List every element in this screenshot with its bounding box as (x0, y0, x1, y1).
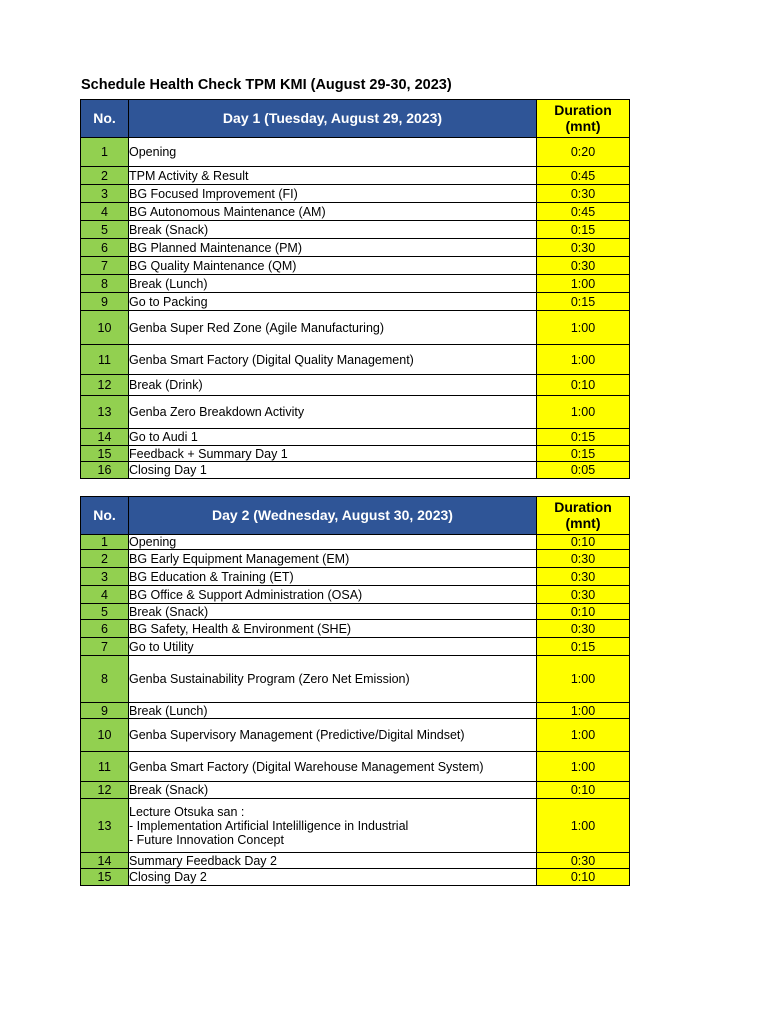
day1-header-row (81, 100, 630, 138)
table-row (81, 462, 630, 479)
day1-schedule-table (80, 99, 630, 479)
table-row (81, 446, 630, 462)
row-number: 14 (81, 853, 129, 869)
activity-cell: Genba Sustainability Program (Zero Net Emission) (129, 656, 537, 703)
day1-title-header: Day 1 (Tuesday, August 29, 2023) (129, 100, 537, 138)
activity-cell: BG Quality Maintenance (QM) (129, 257, 537, 275)
activity-cell: Closing Day 1 (129, 462, 537, 479)
duration-cell: 0:20 (537, 138, 630, 167)
table-row (81, 429, 630, 446)
table-row (81, 275, 630, 293)
row-number: 1 (81, 138, 129, 167)
duration-cell: 0:45 (537, 167, 630, 185)
row-number: 13 (81, 799, 129, 853)
no-column-header: No. (81, 497, 129, 535)
day2-header-row (81, 497, 630, 535)
duration-cell: 0:45 (537, 203, 630, 221)
table-row (81, 752, 630, 782)
duration-cell: 0:30 (537, 185, 630, 203)
table-row (81, 311, 630, 345)
row-number: 10 (81, 311, 129, 345)
activity-cell: BG Autonomous Maintenance (AM) (129, 203, 537, 221)
row-number: 15 (81, 446, 129, 462)
table-row (81, 620, 630, 638)
activity-cell: BG Safety, Health & Environment (SHE) (129, 620, 537, 638)
table-row (81, 257, 630, 275)
row-number: 14 (81, 429, 129, 446)
page-title: Schedule Health Check TPM KMI (August 29-30, 2023) (81, 77, 452, 93)
duration-cell: 0:30 (537, 239, 630, 257)
activity-cell: Break (Drink) (129, 375, 537, 396)
row-number: 5 (81, 604, 129, 620)
activity-cell: Lecture Otsuka san : - Implementation Artificial Intelilligence in Industrial - Future Innovation Concept (129, 799, 537, 853)
duration-cell: 1:00 (537, 345, 630, 375)
activity-cell: Go to Packing (129, 293, 537, 311)
activity-cell: Opening (129, 138, 537, 167)
table-row (81, 345, 630, 375)
activity-cell: Feedback + Summary Day 1 (129, 446, 537, 462)
table-row (81, 293, 630, 311)
row-number: 11 (81, 345, 129, 375)
row-number: 3 (81, 185, 129, 203)
duration-cell: 0:30 (537, 257, 630, 275)
activity-cell: Go to Utility (129, 638, 537, 656)
activity-cell: Break (Lunch) (129, 275, 537, 293)
table-row (81, 853, 630, 869)
activity-cell: Genba Zero Breakdown Activity (129, 396, 537, 429)
duration-cell: 0:30 (537, 620, 630, 638)
row-number: 4 (81, 203, 129, 221)
activity-cell: BG Planned Maintenance (PM) (129, 239, 537, 257)
activity-cell: Summary Feedback Day 2 (129, 853, 537, 869)
row-number: 2 (81, 550, 129, 568)
activity-cell: Genba Super Red Zone (Agile Manufacturing) (129, 311, 537, 345)
row-number: 1 (81, 535, 129, 550)
table-row (81, 638, 630, 656)
activity-cell: TPM Activity & Result (129, 167, 537, 185)
row-number: 9 (81, 293, 129, 311)
duration-cell: 1:00 (537, 275, 630, 293)
activity-cell: BG Focused Improvement (FI) (129, 185, 537, 203)
row-number: 13 (81, 396, 129, 429)
no-column-header: No. (81, 100, 129, 138)
row-number: 11 (81, 752, 129, 782)
table-row (81, 703, 630, 719)
table-row (81, 586, 630, 604)
duration-cell: 0:15 (537, 429, 630, 446)
table-row (81, 550, 630, 568)
row-number: 2 (81, 167, 129, 185)
duration-column-header: Duration (mnt) (537, 100, 630, 138)
row-number: 6 (81, 620, 129, 638)
duration-cell: 0:10 (537, 375, 630, 396)
row-number: 12 (81, 375, 129, 396)
duration-cell: 1:00 (537, 396, 630, 429)
duration-cell: 1:00 (537, 311, 630, 345)
activity-cell: Break (Snack) (129, 221, 537, 239)
table-row (81, 185, 630, 203)
duration-cell: 0:30 (537, 586, 630, 604)
row-number: 8 (81, 275, 129, 293)
row-number: 10 (81, 719, 129, 752)
table-row (81, 396, 630, 429)
duration-cell: 0:30 (537, 568, 630, 586)
duration-cell: 0:15 (537, 221, 630, 239)
day2-title-header: Day 2 (Wednesday, August 30, 2023) (129, 497, 537, 535)
duration-cell: 1:00 (537, 752, 630, 782)
table-row (81, 782, 630, 799)
duration-cell: 0:10 (537, 869, 630, 886)
duration-cell: 0:05 (537, 462, 630, 479)
table-row (81, 568, 630, 586)
table-row (81, 221, 630, 239)
activity-cell: BG Office & Support Administration (OSA) (129, 586, 537, 604)
row-number: 4 (81, 586, 129, 604)
duration-cell: 0:10 (537, 535, 630, 550)
duration-cell: 0:10 (537, 782, 630, 799)
activity-cell: Go to Audi 1 (129, 429, 537, 446)
table-row (81, 203, 630, 221)
row-number: 6 (81, 239, 129, 257)
activity-cell: Genba Smart Factory (Digital Quality Management) (129, 345, 537, 375)
activity-cell: BG Early Equipment Management (EM) (129, 550, 537, 568)
activity-cell: Opening (129, 535, 537, 550)
row-number: 7 (81, 257, 129, 275)
activity-cell: Break (Snack) (129, 604, 537, 620)
row-number: 5 (81, 221, 129, 239)
row-number: 3 (81, 568, 129, 586)
row-number: 7 (81, 638, 129, 656)
duration-cell: 0:15 (537, 446, 630, 462)
table-row (81, 535, 630, 550)
duration-cell: 0:15 (537, 638, 630, 656)
duration-cell: 1:00 (537, 656, 630, 703)
activity-cell: Closing Day 2 (129, 869, 537, 886)
duration-cell: 1:00 (537, 719, 630, 752)
table-row (81, 138, 630, 167)
row-number: 16 (81, 462, 129, 479)
table-row (81, 719, 630, 752)
duration-cell: 0:10 (537, 604, 630, 620)
duration-cell: 1:00 (537, 703, 630, 719)
table-row (81, 239, 630, 257)
duration-cell: 1:00 (537, 799, 630, 853)
row-number: 12 (81, 782, 129, 799)
duration-cell: 0:30 (537, 853, 630, 869)
day2-schedule-table (80, 496, 630, 886)
activity-cell: Genba Supervisory Management (Predictive/Digital Mindset) (129, 719, 537, 752)
duration-column-header: Duration (mnt) (537, 497, 630, 535)
duration-cell: 0:30 (537, 550, 630, 568)
table-row (81, 656, 630, 703)
activity-cell: BG Education & Training (ET) (129, 568, 537, 586)
row-number: 8 (81, 656, 129, 703)
table-row (81, 167, 630, 185)
table-row (81, 869, 630, 886)
row-number: 15 (81, 869, 129, 886)
table-row (81, 604, 630, 620)
activity-cell: Genba Smart Factory (Digital Warehouse Management System) (129, 752, 537, 782)
activity-cell: Break (Lunch) (129, 703, 537, 719)
activity-cell: Break (Snack) (129, 782, 537, 799)
table-row (81, 375, 630, 396)
row-number: 9 (81, 703, 129, 719)
table-row (81, 799, 630, 853)
duration-cell: 0:15 (537, 293, 630, 311)
